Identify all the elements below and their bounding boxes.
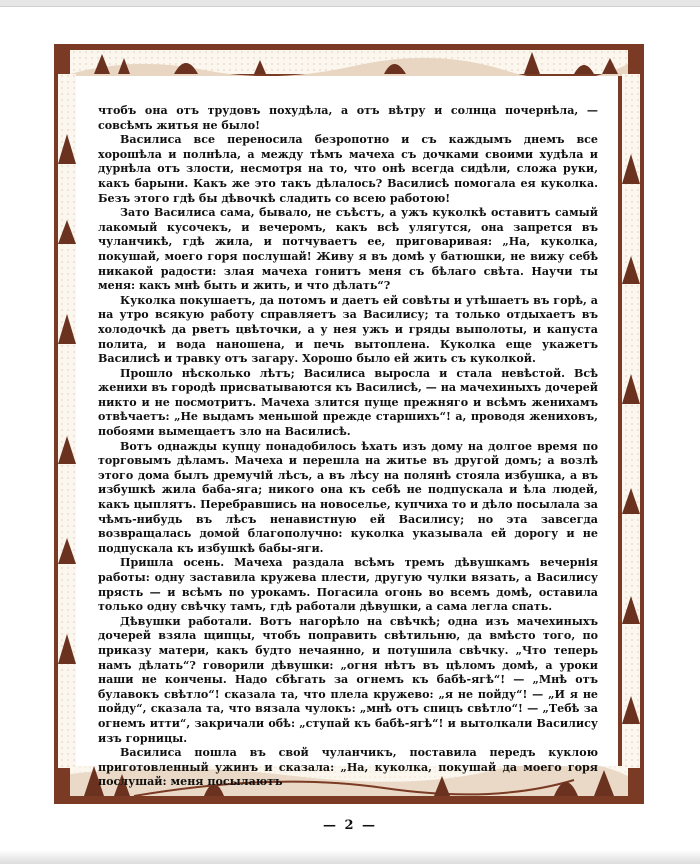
text-panel (76, 76, 618, 789)
page-number: — 2 — (322, 818, 378, 833)
paragraph: Дѣвушки работали. Вотъ нагорѣло на свѣчкѣ; одна изъ мачехиныхъ дочерей взяла щипцы, чтобъ поправить свѣтильню, да вмѣсто того, по приказу матери, какъ будто нечаянно, и потушила свѣчку. „Что теперь намъ дѣлать“? говорили дѣвушки: „огня нѣтъ въ цѣломъ домѣ, а уроки наши не кончены. Надо сбѣгать за огнемъ къ бабѣ-ягѣ“! — „Мнѣ отъ булавокъ свѣтло“! сказала та, что плела кружево: „я не пойду“! — „И я не пойду“, сказала та, что вязала чулокъ: „мнѣ отъ спицъ свѣтло“! — „Тебѣ за огнемъ итти“, закричали обѣ: „ступай къ бабѣ-ягѣ“! и вытолкали Василису изъ горницы. (98, 614, 598, 745)
paragraph: Зато Василиса сама, бывало, не съѣстъ, а ужъ куколкѣ оставитъ самый лакомый кусочекъ, и вечеромъ, какъ всѣ улягутся, она запрется въ чуланчикѣ, гдѣ жила, и потчуваетъ ее, приговаривая: „На, куколка, покушай, моего горя послушай! Живу я въ домѣ у батюшки, не вижу себѣ никакой радости: злая мачеха гонитъ меня съ бѣлаго свѣта. Научи ты меня: какъ мнѣ быть и жить, и что дѣлать“? (98, 206, 598, 293)
paragraph: Пришла осень. Мачеха раздала всѣмъ тремъ дѣвушкамъ вечернія работы: одну заставила кружева плести, другую чулки вязать, а Василису прясть — и всѣмъ по урокамъ. Погасила огонь во всемъ домѣ, оставила только одну свѣчку тамъ, гдѣ работали дѣвушки, а сама легла спать. (98, 556, 598, 614)
paragraph: Куколка покушаетъ, да потомъ и даетъ ей совѣты и утѣшаетъ въ горѣ, а на утро всякую работу справляетъ за Василису; та только отдыхаетъ въ холодочкѣ да рветъ цвѣточки, а у нея ужъ и гряды выполоты, и капуста полита, и вода наношена, и печь вытоплена. Куколка еще укажетъ Василисѣ и травку отъ загару. Хорошо было ей жить съ куколкой. (98, 293, 598, 366)
story-text (76, 76, 618, 790)
paragraph: Василиса пошла въ свой чуланчикъ, поставила передъ куклою приготовленный ужинъ и сказала: „На, куколка, покушай да моего горя послушай: меня посылаютъ (98, 746, 598, 789)
viewer-top-bar (0, 0, 700, 7)
paragraph: Василиса все переносила безропотно и съ каждымъ днемъ все хорошѣла и полнѣла, а между тѣмъ мачеха съ дочками своими худѣла и дурнѣла отъ злости, несмотря на то, что онѣ всегда сидѣли, сложа руки, какъ барыни. Какъ же это такъ дѣлалось? Василисѣ помогала ея куколка. Безъ этого гдѣ бы дѣвочкѣ сладить со всею работою! (98, 133, 598, 205)
paragraph: Прошло нѣсколько лѣтъ; Василиса выросла и стала невѣстой. Всѣ женихи въ городѣ присватываются къ Василисѣ, — на мачехиныхъ дочерей никто и не посмотритъ. Мачеха злится пуще прежняго и всѣмъ женихамъ отвѣчаетъ: „Не выдамъ меньшой прежде старшихъ“! а, проводя жениховъ, побоями вымещаетъ зло на Василисѣ. (98, 366, 598, 439)
paragraph: Вотъ однажды купцу понадобилось ѣхать изъ дому на долгое время по торговымъ дѣламъ. Мачеха и перешла на житье въ другой домъ; а возлѣ этого дома былъ дремучій лѣсъ, а въ лѣсу на полянѣ стояла избушка, а въ избушкѣ жила баба-яга; никого она къ себѣ не подпускала и ѣла людей, какъ цыплятъ. Перебравшись на новоселье, купчиха то и дѣло посылала за чѣмъ-нибудь въ лѣсъ ненавистную ей Василису; но эта завсегда возвращалась домой благополучно: куколка указывала ей дорогу и не подпускала къ избушкѣ бабы-яги. (98, 439, 598, 555)
page-edge-shadow (0, 850, 700, 864)
paragraph: чтобъ она отъ трудовъ похудѣла, а отъ вѣтру и солнца почернѣла, — совсѣмъ житья не было! (98, 104, 598, 132)
